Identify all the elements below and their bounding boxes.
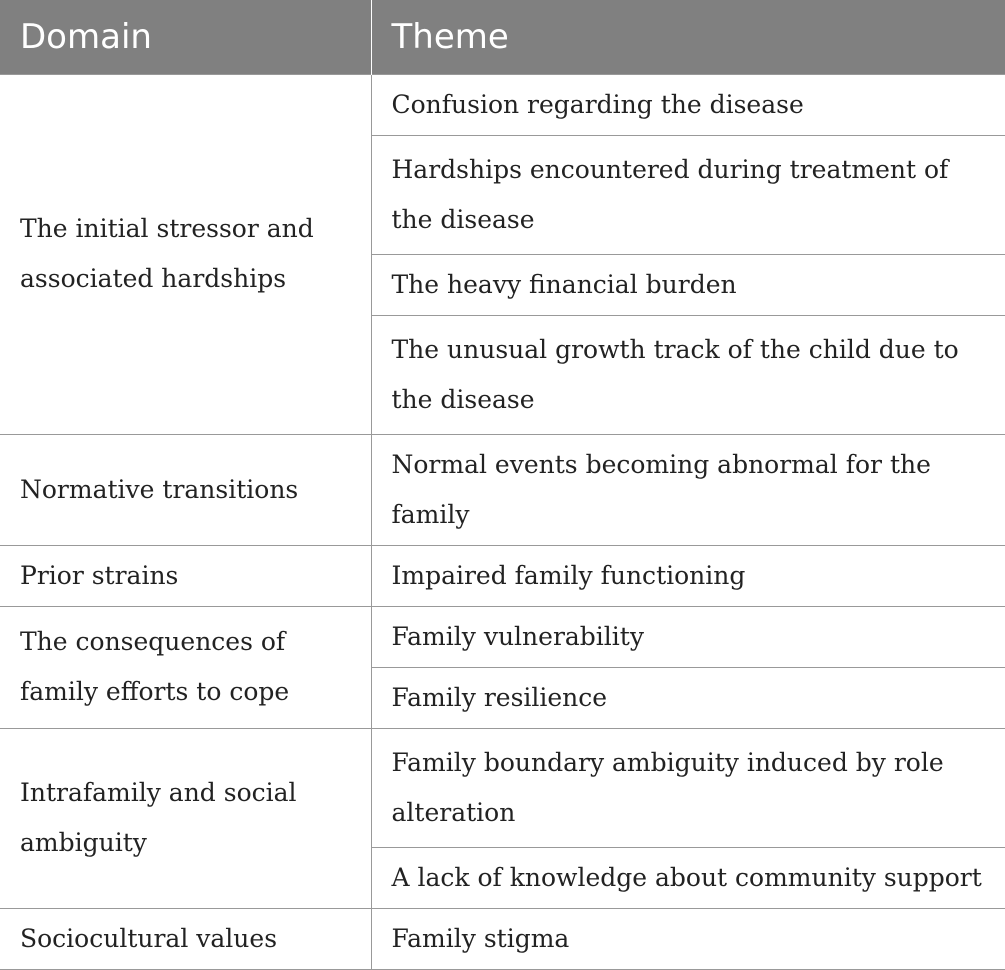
domain-cell: The consequences of family efforts to cope [0,606,371,728]
theme-cell: Family boundary ambiguity induced by role alteration [371,728,1005,847]
domain-cell: The initial stressor and associated hardships [0,74,371,434]
table-row [0,728,1005,847]
table-row [0,606,1005,667]
domain-cell: Intrafamily and social ambiguity [0,728,371,908]
theme-cell: Confusion regarding the disease [371,74,1005,135]
header-row [0,0,1005,74]
theme-cell: Impaired family functioning [371,545,1005,606]
theme-cell: Normal events becoming abnormal for the family [371,434,1005,545]
table-row [0,434,1005,545]
domain-cell: Normative transitions [0,434,371,545]
header-theme: Theme [371,0,1005,74]
domain-cell: Prior strains [0,545,371,606]
theme-cell: The heavy financial burden [371,254,1005,315]
theme-cell: Family resilience [371,667,1005,728]
table-row [0,908,1005,969]
domain-cell: Sociocultural values [0,908,371,969]
theme-cell: Family vulnerability [371,606,1005,667]
theme-cell: A lack of knowledge about community support [371,847,1005,908]
theme-cell: Family stigma [371,908,1005,969]
theme-cell: The unusual growth track of the child due to the disease [371,315,1005,434]
table-row [0,545,1005,606]
header-domain: Domain [0,0,371,74]
theme-cell: Hardships encountered during treatment of the disease [371,135,1005,254]
table-row [0,74,1005,135]
